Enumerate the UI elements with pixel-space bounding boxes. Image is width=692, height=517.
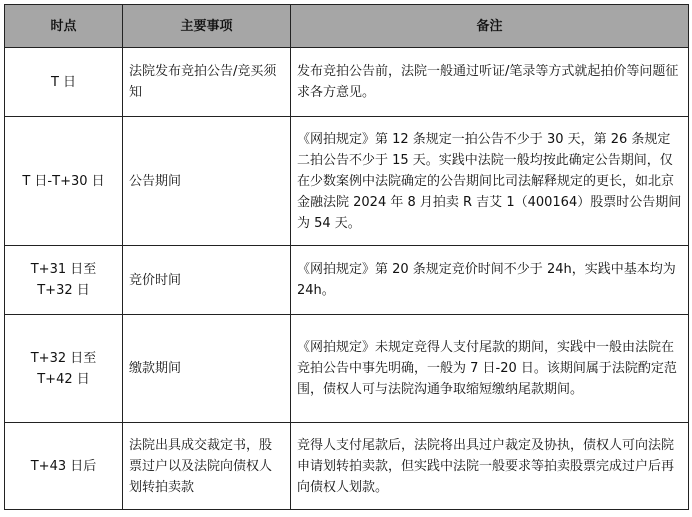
table-row: [5, 423, 689, 510]
schedule-table-container: [4, 4, 688, 513]
table-row: [5, 246, 689, 315]
header-time: 时点: [5, 5, 123, 48]
cell-item: 法院出具成交裁定书，股票过户以及法院向债权人划转拍卖款: [123, 423, 291, 510]
schedule-table: [4, 4, 689, 510]
cell-item: 公告期间: [123, 117, 291, 246]
cell-note: 竞得人支付尾款后，法院将出具过户裁定及协执，债权人可向法院申请划转拍卖款，但实践中法院一般要求等拍卖股票完成过户后再向债权人划款。: [291, 423, 689, 510]
header-main-item: 主要事项: [123, 5, 291, 48]
cell-time: T+32 日至 T+42 日: [5, 315, 123, 423]
cell-note: 《网拍规定》第 20 条规定竞价时间不少于 24h，实践中基本均为 24h。: [291, 246, 689, 315]
cell-note: 发布竞拍公告前，法院一般通过听证/笔录等方式就起拍价等问题征求各方意见。: [291, 48, 689, 117]
cell-item: 法院发布竞拍公告/竞买须知: [123, 48, 291, 117]
table-row: [5, 117, 689, 246]
cell-note: 《网拍规定》第 12 条规定一拍公告不少于 30 天，第 26 条规定二拍公告不少于 15 天。实践中法院一般均按此确定公告期间，仅在少数案例中法院确定的公告期间比司法解释规定的更长，如北京金融法院 2024 年 8 月拍卖 R 吉艾 1（400164）股票时公告期间为 54 天。: [291, 117, 689, 246]
cell-time: T 日-T+30 日: [5, 117, 123, 246]
cell-item: 竞价时间: [123, 246, 291, 315]
header-note: 备注: [291, 5, 689, 48]
table-row: [5, 315, 689, 423]
cell-time: T+43 日后: [5, 423, 123, 510]
cell-item: 缴款期间: [123, 315, 291, 423]
table-header-row: [5, 5, 689, 48]
cell-time: T+31 日至 T+32 日: [5, 246, 123, 315]
cell-time: T 日: [5, 48, 123, 117]
cell-note: 《网拍规定》未规定竞得人支付尾款的期间，实践中一般由法院在竞拍公告中事先明确，一般为 7 日-20 日。该期间属于法院酌定范围，债权人可与法院沟通争取缩短缴纳尾款期间。: [291, 315, 689, 423]
table-row: [5, 48, 689, 117]
